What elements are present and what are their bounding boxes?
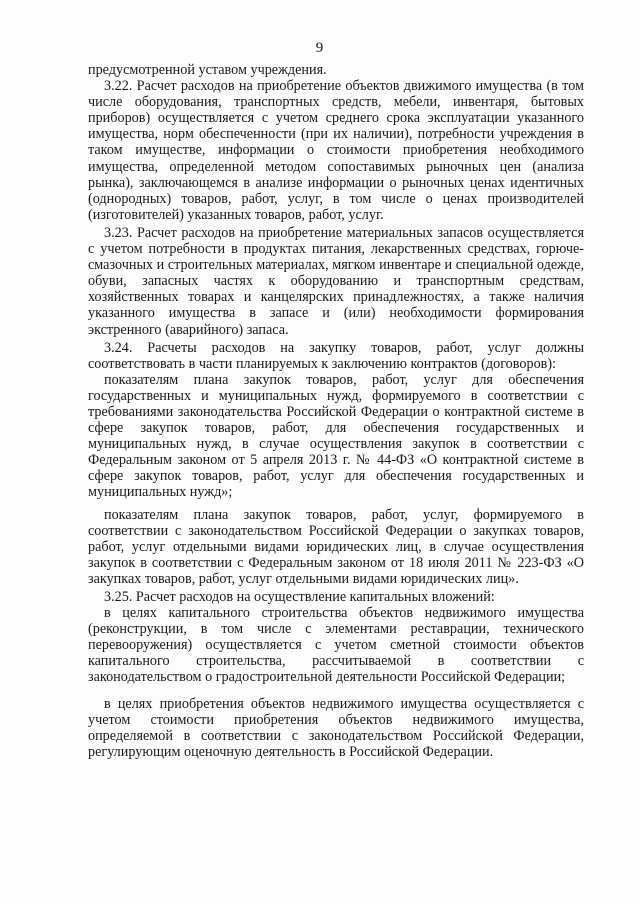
- paragraph-continuation: предусмотренной уставом учреждения.: [88, 62, 327, 78]
- paragraph-3-24: 3.24. Расчеты расходов на закупку товаров, работ, услуг должны соответствовать в части планируемых к заключению контрактов (договоров):: [88, 339, 584, 372]
- paragraph-3-24-item-1: показателям плана закупок товаров, работ, услуг для обеспечения государственных и муниципальных нужд, формируемого в соответствии с требованиями законодательства Российской Федерации о контрактной системе в сфере закупок товаров, работ, для обеспечения государственных и муниципальных нужд, в случае осуществления закупок в соответствии с Федеральным законом от 5 апреля 2013 г. № 44-ФЗ «О контрактной системе в сфере закупок товаров, работ, услуг для обеспечения государственных и муниципальных нужд»;: [88, 371, 584, 501]
- page-number: 9: [315, 40, 324, 56]
- paragraph-3-25-item-1: в целях капитального строительства объектов недвижимого имущества (реконструкции, в том числе с элементами реставрации, технического перевооружения) осуществляется с учетом сметной стоимости объектов капитального строительства, рассчитываемой в соответствии с законодательством о градостроительной деятельности Российской Федерации;: [88, 605, 584, 686]
- paragraph-3-25-item-2: в целях приобретения объектов недвижимого имущества осуществляется с учетом стоимости приобретения объектов недвижимого имущества, определяемой в соответствии с законодательством Российской Федерации, регулирующим оценочную деятельность в Российской Федерации.: [88, 695, 584, 760]
- paragraph-3-22: 3.22. Расчет расходов на приобретение объектов движимого имущества (в том числе оборудования, транспортных средств, мебели, инвентаря, бытовых приборов) осуществляется с учетом среднего срока эксплуатации указанного имущества, норм обеспеченности (при их наличии), потребности учреждения в таком имуществе, информации о стоимости приобретения необходимого имущества, определенной методом сопоставимых рыночных цен (анализа рынка), заключающемся в анализе информации о рыночных ценах идентичных (однородных) товаров, работ, услуг, в том числе о ценах производителей (изготовителей) указанных товаров, работ, услуг.: [88, 78, 584, 223]
- paragraph-3-24-item-2: показателям плана закупок товаров, работ, услуг, формируемого в соответствии с законодательством Российской Федерации о закупках товаров, работ, услуг отдельными видами юридических лиц, в случае осуществления закупок в соответствии с Федеральным законом от 18 июля 2011 № 223-ФЗ «О закупках товаров, работ, услуг отдельными видами юридических лиц».: [88, 506, 584, 587]
- paragraph-3-23: 3.23. Расчет расходов на приобретение материальных запасов осуществляется с учетом потребности в продуктах питания, лекарственных средствах, горюче-смазочных и строительных материалах, мягком инвентаре и специальной одежде, обуви, запасных частях к оборудованию и транспортным средствам, хозяйственных товарах и канцелярских принадлежностях, а также наличия указанного имущества в запасе и (или) необходимости формирования экстренного (аварийного) запаса.: [88, 224, 584, 338]
- document-body: [88, 62, 584, 760]
- paragraph-3-25: 3.25. Расчет расходов на осуществление капитальных вложений:: [104, 589, 495, 605]
